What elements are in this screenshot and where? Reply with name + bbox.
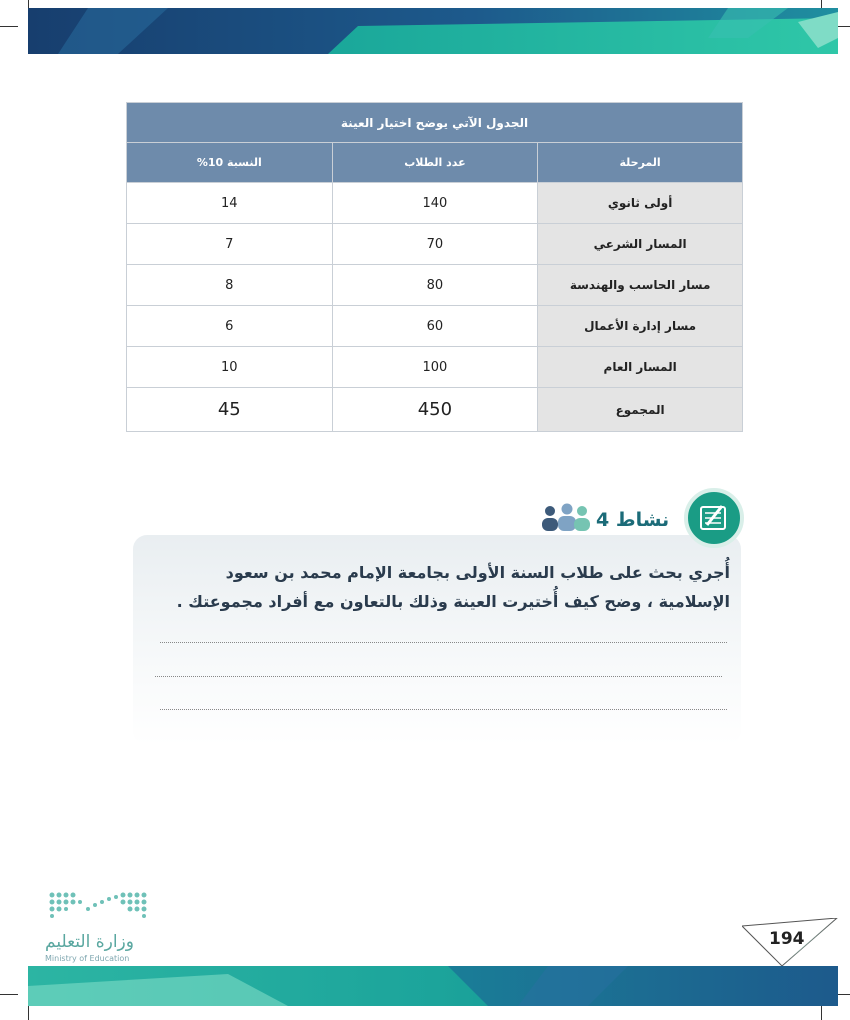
header-ratio: النسبة 10%	[127, 143, 333, 183]
page-number: 194	[769, 929, 805, 949]
cell-stage: مسار الحاسب والهندسة	[538, 265, 743, 306]
cell-total-ratio: 45	[127, 388, 333, 432]
cell-ratio: 14	[127, 183, 333, 224]
cell-stage: المسار العام	[538, 347, 743, 388]
ministry-logo-icon	[48, 891, 148, 927]
crop-mark	[0, 26, 18, 27]
cell-stage: مسار إدارة الأعمال	[538, 306, 743, 347]
table-row	[127, 306, 743, 347]
table-row	[127, 265, 743, 306]
ministry-name-ar: وزارة التعليم	[45, 932, 134, 952]
crop-mark	[821, 1006, 822, 1020]
cell-total-students: 450	[332, 388, 538, 432]
ministry-name-en: Ministry of Education	[45, 954, 130, 963]
table-row	[127, 347, 743, 388]
answer-line[interactable]	[160, 642, 727, 643]
activity-text: أُجري بحث على طلاب السنة الأولى بجامعة الإمام محمد بن سعود الإسلامية ، وضح كيف أُختيرت العينة وذلك بالتعاون مع أفراد مجموعتك .	[176, 563, 730, 611]
table-caption: الجدول الآتي يوضح اختيار العينة	[127, 103, 743, 143]
cell-students: 80	[332, 265, 538, 306]
crop-mark	[28, 1006, 29, 1020]
header-stage: المرحلة	[538, 143, 743, 183]
activity-title: نشاط 4	[596, 509, 670, 531]
crop-mark	[0, 994, 18, 995]
top-banner	[28, 8, 838, 54]
cell-total-label: المجموع	[538, 388, 743, 432]
header-students: عدد الطلاب	[332, 143, 538, 183]
activity-icon	[684, 488, 744, 548]
cell-students: 60	[332, 306, 538, 347]
cell-students: 100	[332, 347, 538, 388]
notebook-pencil-icon	[688, 492, 740, 544]
cell-ratio: 7	[127, 224, 333, 265]
cell-ratio: 10	[127, 347, 333, 388]
answer-line[interactable]	[155, 676, 722, 677]
cell-stage: المسار الشرعي	[538, 224, 743, 265]
bottom-banner	[28, 966, 838, 1006]
cell-students: 140	[332, 183, 538, 224]
answer-line[interactable]	[160, 709, 727, 710]
table-row	[127, 183, 743, 224]
group-people-icon	[540, 502, 592, 532]
cell-students: 70	[332, 224, 538, 265]
table-total-row	[127, 388, 743, 432]
cell-stage: أولى ثانوي	[538, 183, 743, 224]
cell-ratio: 6	[127, 306, 333, 347]
cell-ratio: 8	[127, 265, 333, 306]
sample-table	[126, 102, 743, 432]
table-row	[127, 224, 743, 265]
